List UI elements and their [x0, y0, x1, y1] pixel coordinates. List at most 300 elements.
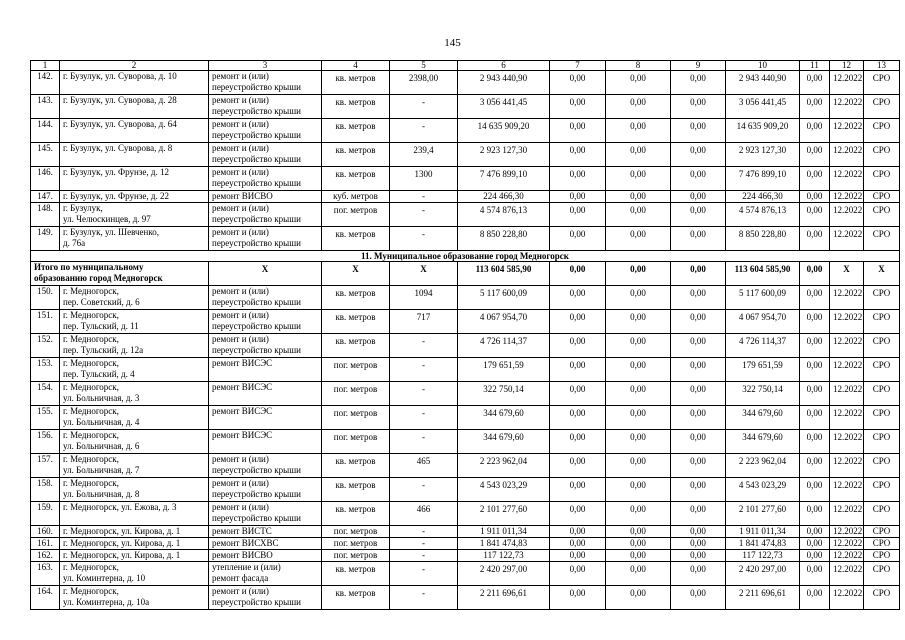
fund-cell-11: 0,00: [800, 538, 830, 550]
work-type-cell: [209, 358, 322, 382]
total-cost-cell: 2 420 297,00: [458, 562, 550, 586]
row-number: 146.: [31, 167, 60, 191]
unit-cell: пог. метров: [322, 526, 390, 538]
table-row: [31, 286, 900, 310]
address-cell-line: пер. Тульский, д. 4: [63, 368, 135, 379]
address-cell: [60, 71, 209, 95]
column-number-13: 13: [864, 61, 900, 71]
fund-cell-8: 0,00: [606, 310, 671, 334]
work-type-cell-line: переустройство крыши: [212, 596, 301, 607]
total-cost-cell: 4 543 023,29: [458, 478, 550, 502]
fund-method-cell: СРО: [864, 119, 900, 143]
row-number: 155.: [31, 406, 60, 430]
address-cell-line: г. Медногорск,: [63, 334, 119, 344]
completion-date-cell: 12.2022: [830, 227, 864, 251]
owners-funds-cell: 224 466,30: [726, 191, 800, 203]
unit-cell: пог. метров: [322, 203, 390, 227]
total-cost-cell: 2 923 127,30: [458, 143, 550, 167]
total-c7: 0,00: [550, 262, 606, 286]
fund-cell-8: 0,00: [606, 382, 671, 406]
work-type-cell-line: ремонт и (или): [212, 454, 269, 464]
address-cell-line: г. Медногорск,: [63, 430, 119, 440]
fund-method-cell: СРО: [864, 562, 900, 586]
address-cell: [60, 95, 209, 119]
address-cell-line: г. Медногорск, ул. Кирова, д. 1: [63, 538, 181, 548]
total-cost-cell: 14 635 909,20: [458, 119, 550, 143]
work-type-cell: [209, 382, 322, 406]
quantity-cell: -: [390, 334, 458, 358]
fund-method-cell: СРО: [864, 71, 900, 95]
total-c10: 113 604 585,90: [726, 262, 800, 286]
fund-method-cell: СРО: [864, 203, 900, 227]
owners-funds-cell: 4 574 876,13: [726, 203, 800, 227]
fund-method-cell: СРО: [864, 286, 900, 310]
address-cell-line: г. Медногорск,: [63, 478, 119, 488]
fund-cell-7: 0,00: [550, 586, 606, 610]
total-label-line: Итого по муниципальному: [34, 262, 144, 272]
column-number-9: 9: [671, 61, 726, 71]
address-cell: [60, 586, 209, 610]
work-type-cell: [209, 478, 322, 502]
fund-cell-11: 0,00: [800, 95, 830, 119]
fund-cell-11: 0,00: [800, 430, 830, 454]
total-c12: X: [830, 262, 864, 286]
work-type-cell-line: ремонт и (или): [212, 95, 269, 105]
address-cell: [60, 191, 209, 203]
owners-funds-cell: 7 476 899,10: [726, 167, 800, 191]
table-row: [31, 143, 900, 167]
total-cost-cell: 8 850 228,80: [458, 227, 550, 251]
fund-cell-8: 0,00: [606, 406, 671, 430]
quantity-cell: -: [390, 119, 458, 143]
work-type-cell-line: переустройство крыши: [212, 488, 301, 499]
address-cell-line: г. Бузулук, ул. Суворова, д. 8: [63, 143, 173, 153]
address-cell-line: г. Медногорск,: [63, 286, 119, 296]
row-number: 148.: [31, 203, 60, 227]
work-type-cell-line: ремонт фасада: [212, 572, 269, 583]
unit-cell: куб. метров: [322, 191, 390, 203]
address-cell-line: г. Медногорск, ул. Кирова, д. 1: [63, 550, 181, 560]
fund-cell-7: 0,00: [550, 227, 606, 251]
total-cost-cell: 344 679,60: [458, 406, 550, 430]
table-row: [31, 430, 900, 454]
fund-cell-9: 0,00: [671, 562, 726, 586]
fund-cell-9: 0,00: [671, 538, 726, 550]
work-type-cell-line: переустройство крыши: [212, 81, 301, 92]
work-type-cell: [209, 538, 322, 550]
address-cell-line: д. 76а: [63, 237, 86, 248]
quantity-cell: -: [390, 191, 458, 203]
work-type-cell-line: ремонт и (или): [212, 586, 269, 596]
fund-cell-11: 0,00: [800, 334, 830, 358]
table-row: [31, 526, 900, 538]
total-row: [31, 262, 900, 286]
row-number: 145.: [31, 143, 60, 167]
work-type-cell-line: переустройство крыши: [212, 177, 301, 188]
address-cell-line: ул. Больничная, д. 3: [63, 392, 140, 403]
fund-cell-9: 0,00: [671, 95, 726, 119]
table-row: [31, 550, 900, 562]
unit-cell: кв. метров: [322, 478, 390, 502]
work-type-cell-line: ремонт ВИСВО: [212, 550, 273, 560]
address-cell: [60, 538, 209, 550]
address-cell: [60, 143, 209, 167]
owners-funds-cell: 1 841 474,83: [726, 538, 800, 550]
fund-cell-8: 0,00: [606, 203, 671, 227]
fund-cell-7: 0,00: [550, 95, 606, 119]
total-cost-cell: 4 574 876,13: [458, 203, 550, 227]
quantity-cell: -: [390, 406, 458, 430]
fund-method-cell: СРО: [864, 227, 900, 251]
work-type-cell-line: переустройство крыши: [212, 464, 301, 475]
table-row: [31, 406, 900, 430]
total-c11: 0,00: [800, 262, 830, 286]
total-cost-cell: 4 726 114,37: [458, 334, 550, 358]
work-type-cell-line: ремонт и (или): [212, 167, 269, 177]
total-c6: 113 604 585,90: [458, 262, 550, 286]
fund-cell-8: 0,00: [606, 478, 671, 502]
fund-cell-8: 0,00: [606, 167, 671, 191]
table-row: [31, 586, 900, 610]
unit-cell: кв. метров: [322, 310, 390, 334]
fund-cell-9: 0,00: [671, 358, 726, 382]
address-cell: [60, 382, 209, 406]
completion-date-cell: 12.2022: [830, 358, 864, 382]
address-cell-line: пер. Тульский, д. 11: [63, 320, 139, 331]
work-type-cell-line: ремонт и (или): [212, 502, 269, 512]
row-number: 156.: [31, 430, 60, 454]
quantity-cell: -: [390, 227, 458, 251]
fund-cell-9: 0,00: [671, 502, 726, 526]
quantity-cell: 465: [390, 454, 458, 478]
fund-cell-7: 0,00: [550, 550, 606, 562]
total-c13: X: [864, 262, 900, 286]
work-type-cell: [209, 143, 322, 167]
address-cell-line: пер. Тульский, д. 12а: [63, 344, 144, 355]
address-cell-line: г. Медногорск, ул. Ежова, д. 3: [63, 502, 177, 512]
row-number: 152.: [31, 334, 60, 358]
row-number: 162.: [31, 550, 60, 562]
unit-cell: кв. метров: [322, 95, 390, 119]
completion-date-cell: 12.2022: [830, 430, 864, 454]
total-cost-cell: 2 223 962,04: [458, 454, 550, 478]
address-cell-line: г. Бузулук, ул. Фрунзе, д. 12: [63, 167, 169, 177]
table-row: [31, 167, 900, 191]
total-cost-cell: 1 911 011,34: [458, 526, 550, 538]
fund-cell-9: 0,00: [671, 310, 726, 334]
row-number: 160.: [31, 526, 60, 538]
row-number: 144.: [31, 119, 60, 143]
total-label: [31, 262, 209, 286]
fund-cell-11: 0,00: [800, 382, 830, 406]
address-cell: [60, 550, 209, 562]
address-cell: [60, 310, 209, 334]
address-cell-line: г. Медногорск,: [63, 454, 119, 464]
address-cell: [60, 454, 209, 478]
fund-cell-9: 0,00: [671, 286, 726, 310]
quantity-cell: 466: [390, 502, 458, 526]
fund-cell-7: 0,00: [550, 203, 606, 227]
quantity-cell: -: [390, 358, 458, 382]
fund-cell-9: 0,00: [671, 454, 726, 478]
fund-method-cell: СРО: [864, 143, 900, 167]
work-type-cell: [209, 526, 322, 538]
work-type-cell-line: переустройство крыши: [212, 153, 301, 164]
work-type-cell: [209, 71, 322, 95]
fund-cell-8: 0,00: [606, 143, 671, 167]
column-number-row: [31, 61, 900, 71]
unit-cell: кв. метров: [322, 454, 390, 478]
section-row: [31, 251, 900, 262]
fund-method-cell: СРО: [864, 586, 900, 610]
fund-cell-7: 0,00: [550, 191, 606, 203]
fund-cell-8: 0,00: [606, 502, 671, 526]
fund-cell-8: 0,00: [606, 286, 671, 310]
work-type-cell-line: ремонт и (или): [212, 71, 269, 81]
fund-cell-11: 0,00: [800, 227, 830, 251]
fund-cell-11: 0,00: [800, 191, 830, 203]
fund-method-cell: СРО: [864, 550, 900, 562]
fund-cell-7: 0,00: [550, 167, 606, 191]
address-cell-line: г. Медногорск,: [63, 406, 119, 416]
work-type-cell-line: переустройство крыши: [212, 213, 301, 224]
total-cost-cell: 117 122,73: [458, 550, 550, 562]
quantity-cell: 717: [390, 310, 458, 334]
fund-cell-8: 0,00: [606, 430, 671, 454]
fund-cell-7: 0,00: [550, 526, 606, 538]
unit-cell: кв. метров: [322, 286, 390, 310]
row-number: 163.: [31, 562, 60, 586]
work-type-cell-line: ремонт ВИСЭС: [212, 382, 273, 392]
row-number: 157.: [31, 454, 60, 478]
unit-cell: кв. метров: [322, 143, 390, 167]
fund-cell-9: 0,00: [671, 227, 726, 251]
address-cell-line: г. Бузулук, ул. Суворова, д. 64: [63, 119, 177, 129]
address-cell-line: г. Бузулук, ул. Суворова, д. 28: [63, 95, 177, 105]
address-cell: [60, 203, 209, 227]
row-number: 150.: [31, 286, 60, 310]
address-cell: [60, 167, 209, 191]
work-type-cell: [209, 95, 322, 119]
work-type-cell-line: ремонт и (или): [212, 478, 269, 488]
address-cell-line: г. Бузулук, ул. Суворова, д. 10: [63, 71, 177, 81]
address-cell-line: пер. Советский, д. 6: [63, 296, 140, 307]
owners-funds-cell: 4 067 954,70: [726, 310, 800, 334]
fund-cell-7: 0,00: [550, 406, 606, 430]
fund-cell-7: 0,00: [550, 454, 606, 478]
work-type-cell-line: ремонт ВИСХВС: [212, 538, 279, 548]
row-number: 147.: [31, 191, 60, 203]
fund-cell-8: 0,00: [606, 550, 671, 562]
fund-cell-9: 0,00: [671, 478, 726, 502]
fund-cell-9: 0,00: [671, 191, 726, 203]
completion-date-cell: 12.2022: [830, 382, 864, 406]
table-row: [31, 478, 900, 502]
quantity-cell: -: [390, 95, 458, 119]
unit-cell: пог. метров: [322, 358, 390, 382]
work-type-cell-line: переустройство крыши: [212, 105, 301, 116]
completion-date-cell: 12.2022: [830, 502, 864, 526]
column-number-1: 1: [31, 61, 60, 71]
fund-method-cell: СРО: [864, 526, 900, 538]
fund-cell-7: 0,00: [550, 358, 606, 382]
address-cell: [60, 526, 209, 538]
completion-date-cell: 12.2022: [830, 562, 864, 586]
work-type-cell-line: переустройство крыши: [212, 237, 301, 248]
owners-funds-cell: 14 635 909,20: [726, 119, 800, 143]
row-number: 159.: [31, 502, 60, 526]
fund-cell-11: 0,00: [800, 526, 830, 538]
fund-cell-11: 0,00: [800, 167, 830, 191]
quantity-cell: -: [390, 562, 458, 586]
fund-cell-7: 0,00: [550, 143, 606, 167]
fund-cell-9: 0,00: [671, 526, 726, 538]
quantity-cell: -: [390, 382, 458, 406]
address-cell: [60, 358, 209, 382]
row-number: 151.: [31, 310, 60, 334]
completion-date-cell: 12.2022: [830, 143, 864, 167]
table-row: [31, 334, 900, 358]
address-cell-line: г. Медногорск,: [63, 382, 119, 392]
fund-method-cell: СРО: [864, 358, 900, 382]
table-row: [31, 191, 900, 203]
fund-cell-7: 0,00: [550, 502, 606, 526]
completion-date-cell: 12.2022: [830, 310, 864, 334]
address-cell-line: г. Медногорск, ул. Кирова, д. 1: [63, 526, 181, 536]
fund-cell-9: 0,00: [671, 334, 726, 358]
fund-cell-11: 0,00: [800, 586, 830, 610]
work-type-cell: [209, 430, 322, 454]
fund-method-cell: СРО: [864, 95, 900, 119]
work-type-cell-line: переустройство крыши: [212, 344, 301, 355]
fund-cell-11: 0,00: [800, 203, 830, 227]
table-row: [31, 310, 900, 334]
row-number: 154.: [31, 382, 60, 406]
total-cost-cell: 2 943 440,90: [458, 71, 550, 95]
quantity-cell: 2398,00: [390, 71, 458, 95]
unit-cell: кв. метров: [322, 71, 390, 95]
fund-cell-8: 0,00: [606, 227, 671, 251]
unit-cell: пог. метров: [322, 382, 390, 406]
row-number: 153.: [31, 358, 60, 382]
fund-cell-7: 0,00: [550, 310, 606, 334]
quantity-cell: 239,4: [390, 143, 458, 167]
fund-cell-11: 0,00: [800, 71, 830, 95]
address-cell: [60, 286, 209, 310]
fund-method-cell: СРО: [864, 454, 900, 478]
completion-date-cell: 12.2022: [830, 167, 864, 191]
address-cell-line: ул. Коминтерна, д. 10а: [63, 596, 150, 607]
fund-method-cell: СРО: [864, 502, 900, 526]
address-cell-line: г. Бузулук, ул. Фрунзе, д. 22: [63, 191, 169, 201]
column-number-11: 11: [800, 61, 830, 71]
table-row: [31, 71, 900, 95]
owners-funds-cell: 4 726 114,37: [726, 334, 800, 358]
row-number: 142.: [31, 71, 60, 95]
address-cell-line: г. Бузулук, ул. Шевченко,: [63, 227, 160, 237]
work-type-cell-line: ремонт и (или): [212, 203, 269, 213]
fund-method-cell: СРО: [864, 310, 900, 334]
completion-date-cell: 12.2022: [830, 538, 864, 550]
fund-cell-11: 0,00: [800, 406, 830, 430]
fund-cell-9: 0,00: [671, 71, 726, 95]
total-c8: 0,00: [606, 262, 671, 286]
work-type-cell-line: переустройство крыши: [212, 320, 301, 331]
owners-funds-cell: 322 750,14: [726, 382, 800, 406]
completion-date-cell: 12.2022: [830, 586, 864, 610]
fund-cell-11: 0,00: [800, 550, 830, 562]
owners-funds-cell: 344 679,60: [726, 430, 800, 454]
owners-funds-cell: 2 923 127,30: [726, 143, 800, 167]
work-type-cell: [209, 454, 322, 478]
column-number-5: 5: [390, 61, 458, 71]
table-row: [31, 382, 900, 406]
fund-cell-11: 0,00: [800, 562, 830, 586]
unit-cell: кв. метров: [322, 227, 390, 251]
owners-funds-cell: 117 122,73: [726, 550, 800, 562]
fund-method-cell: СРО: [864, 334, 900, 358]
column-number-6: 6: [458, 61, 550, 71]
table-row: [31, 454, 900, 478]
fund-cell-11: 0,00: [800, 502, 830, 526]
column-number-8: 8: [606, 61, 671, 71]
fund-cell-8: 0,00: [606, 119, 671, 143]
work-type-cell: [209, 550, 322, 562]
row-number: 158.: [31, 478, 60, 502]
fund-cell-7: 0,00: [550, 286, 606, 310]
completion-date-cell: 12.2022: [830, 550, 864, 562]
unit-cell: пог. метров: [322, 550, 390, 562]
total-cost-cell: 2 101 277,60: [458, 502, 550, 526]
unit-cell: кв. метров: [322, 502, 390, 526]
column-number-4: 4: [322, 61, 390, 71]
fund-cell-9: 0,00: [671, 586, 726, 610]
owners-funds-cell: 344 679,60: [726, 406, 800, 430]
fund-cell-7: 0,00: [550, 430, 606, 454]
work-type-cell: [209, 119, 322, 143]
owners-funds-cell: 8 850 228,80: [726, 227, 800, 251]
fund-cell-8: 0,00: [606, 334, 671, 358]
total-cost-cell: 179 651,59: [458, 358, 550, 382]
table-row: [31, 119, 900, 143]
table-row: [31, 227, 900, 251]
work-type-cell: [209, 406, 322, 430]
work-type-cell: [209, 167, 322, 191]
address-cell-line: ул. Больничная, д. 4: [63, 416, 140, 427]
total-cost-cell: 322 750,14: [458, 382, 550, 406]
work-type-cell-line: ремонт и (или): [212, 286, 269, 296]
work-type-cell-line: переустройство крыши: [212, 129, 301, 140]
unit-cell: кв. метров: [322, 119, 390, 143]
work-type-cell-line: ремонт и (или): [212, 119, 269, 129]
fund-cell-7: 0,00: [550, 538, 606, 550]
owners-funds-cell: 4 543 023,29: [726, 478, 800, 502]
fund-cell-8: 0,00: [606, 538, 671, 550]
unit-cell: пог. метров: [322, 430, 390, 454]
fund-cell-9: 0,00: [671, 167, 726, 191]
work-type-cell-line: переустройство крыши: [212, 512, 301, 523]
total-cost-cell: 4 067 954,70: [458, 310, 550, 334]
fund-cell-11: 0,00: [800, 454, 830, 478]
completion-date-cell: 12.2022: [830, 95, 864, 119]
work-type-cell-line: ремонт ВИСЭС: [212, 406, 273, 416]
address-cell: [60, 334, 209, 358]
completion-date-cell: 12.2022: [830, 119, 864, 143]
row-number: 143.: [31, 95, 60, 119]
work-type-cell-line: ремонт и (или): [212, 334, 269, 344]
address-cell-line: г. Медногорск,: [63, 586, 119, 596]
owners-funds-cell: 1 911 011,34: [726, 526, 800, 538]
